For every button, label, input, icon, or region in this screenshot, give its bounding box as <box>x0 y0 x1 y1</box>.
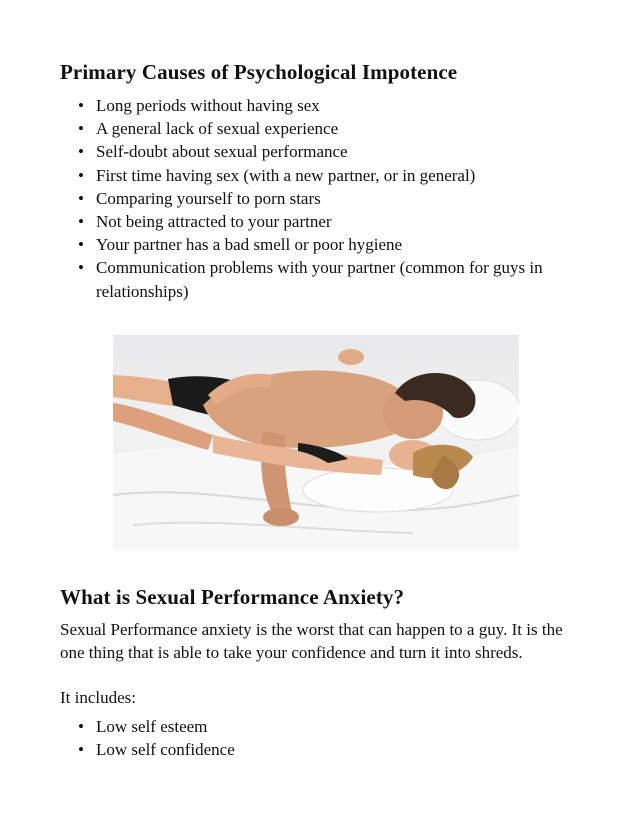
section-heading-causes: Primary Causes of Psychological Impotence <box>60 60 458 84</box>
section-heading-anxiety: What is Sexual Performance Anxiety? <box>60 585 405 609</box>
list-item: • Long periods without having sex <box>60 94 590 117</box>
list-item: • Self-doubt about sexual performance <box>60 140 590 163</box>
includes-intro: It includes: <box>60 688 137 707</box>
couple-photo <box>113 335 519 550</box>
list-item: • Low self confidence <box>60 738 590 761</box>
includes-list <box>60 715 590 761</box>
anxiety-paragraph: Sexual Performance anxiety is the worst that can happen to a guy. It is the one thing that is able to take your confidence and turn it into shreds. <box>60 620 563 663</box>
list-item: • Low self esteem <box>60 715 590 738</box>
causes-list <box>60 94 590 303</box>
list-item: • A general lack of sexual experience <box>60 117 590 140</box>
list-item: • Comparing yourself to porn stars <box>60 187 590 210</box>
couple-photo-illustration <box>113 335 519 550</box>
list-item: • Communication problems with your partner (common for guys in relationships) <box>60 256 590 302</box>
list-item: • First time having sex (with a new partner, or in general) <box>60 164 590 187</box>
list-item: • Not being attracted to your partner <box>60 210 590 233</box>
list-item: • Your partner has a bad smell or poor hygiene <box>60 233 590 256</box>
